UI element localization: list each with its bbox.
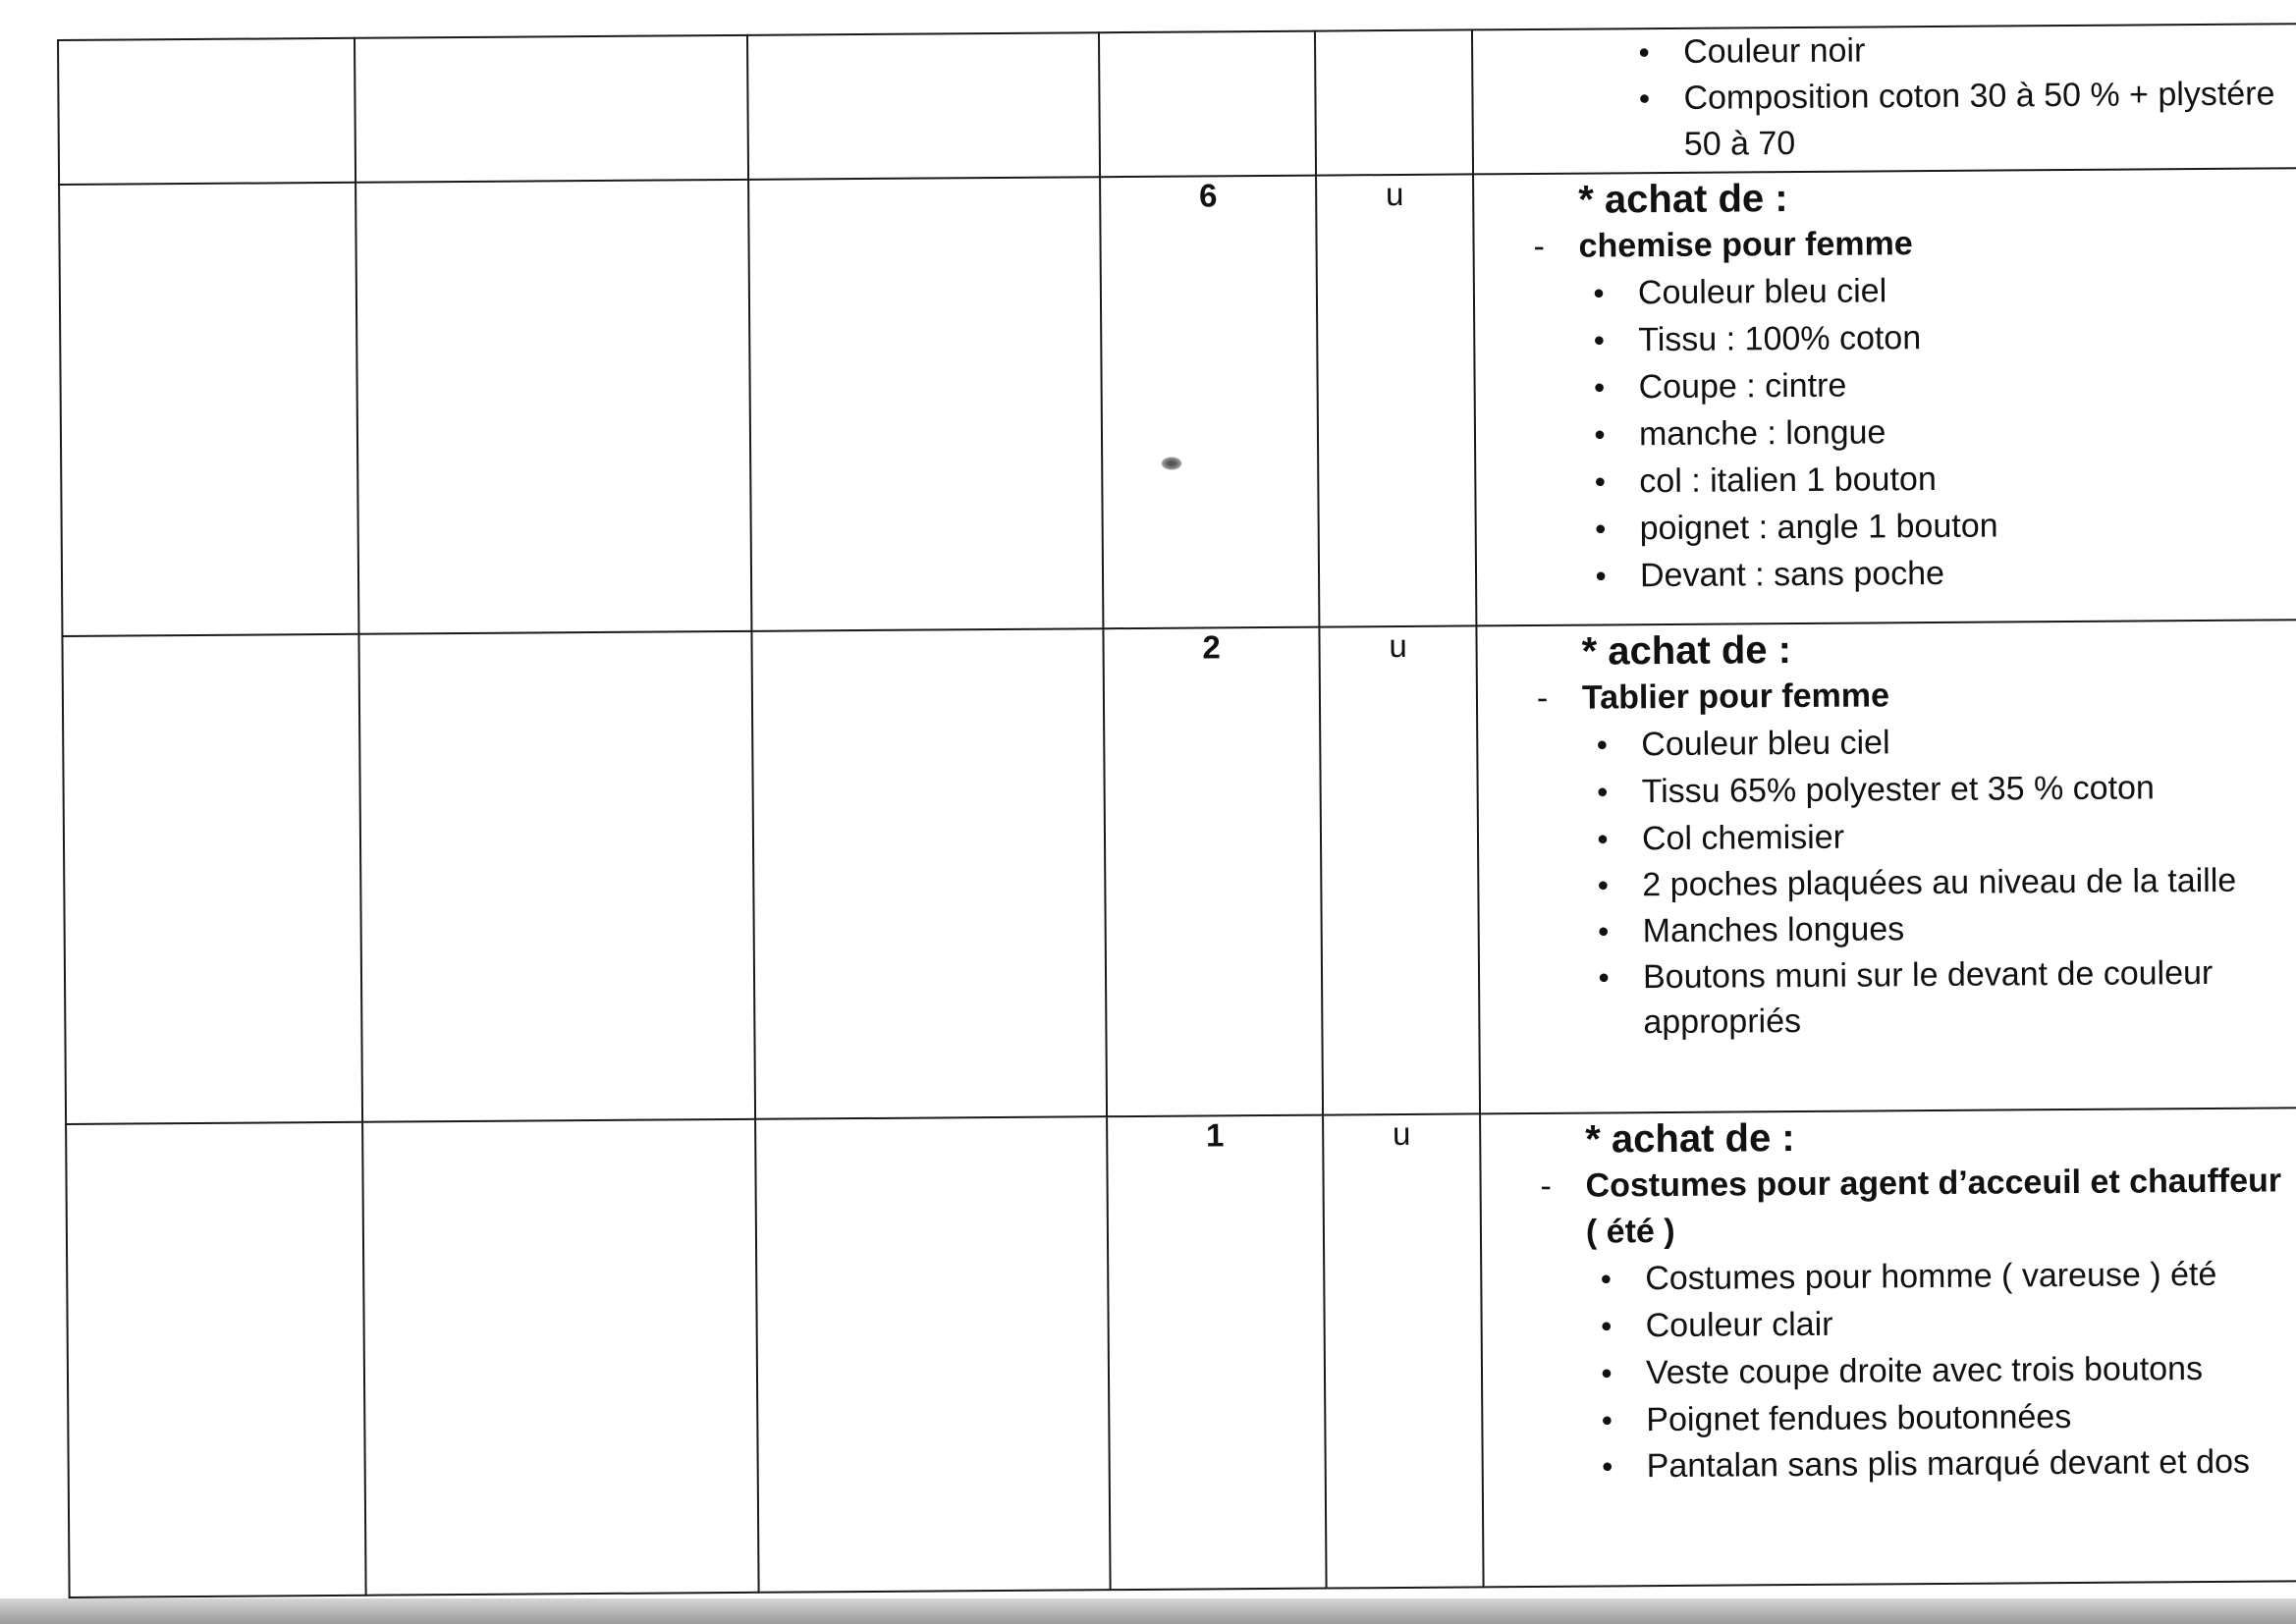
- feature-item: ● Costumes pour homme ( vareuse ) été: [1600, 1250, 2295, 1302]
- item-name: Costumes pour agent d’acceuil et chauffeur ( été ): [1585, 1162, 2282, 1251]
- empty-cell: [355, 35, 748, 183]
- specification-table: [57, 23, 2296, 1598]
- feature-item: ● Tissu : 100% coton: [1593, 311, 2288, 363]
- quantity-cell: 1: [1107, 1115, 1327, 1591]
- section-heading: * achat de :: [1581, 628, 1792, 674]
- feature-item: ● manche : longue: [1594, 406, 2289, 458]
- scanned-page: [57, 23, 2296, 1600]
- empty-cell: [358, 631, 755, 1122]
- item-name: chemise pour femme: [1578, 225, 1913, 265]
- empty-cell: [59, 183, 358, 636]
- scan-blemish: [1161, 457, 1182, 470]
- table-row: [58, 24, 2296, 185]
- scanner-edge: [0, 1598, 2296, 1624]
- unit-cell: u: [1319, 625, 1480, 1114]
- item-title: [1537, 670, 2291, 722]
- empty-cell: [66, 1122, 366, 1597]
- feature-item: ● Couleur bleu ciel: [1593, 264, 2288, 316]
- feature-list: [1534, 264, 2290, 600]
- feature-item: ● Couleur bleu ciel: [1596, 716, 2291, 768]
- dash-marker: -: [1533, 227, 1546, 265]
- dash-marker: -: [1536, 678, 1549, 717]
- feature-item: ● Boutons muni sur le devant de couleur appropriés: [1598, 949, 2294, 1045]
- feature-item: ● Veste coupe droite avec trois boutons: [1601, 1344, 2296, 1396]
- unit-cell: u: [1323, 1113, 1484, 1588]
- empty-cell: [355, 180, 751, 634]
- description-cell: [1476, 620, 2296, 1113]
- feature-item: ● poignet : angle 1 bouton: [1595, 500, 2290, 552]
- feature-list: [1541, 1250, 2296, 1489]
- empty-cell: [747, 32, 1100, 180]
- empty-cell: [751, 628, 1107, 1119]
- unit-cell: u: [1316, 174, 1476, 626]
- dash-marker: -: [1540, 1166, 1553, 1205]
- feature-item: ● Couleur clair: [1600, 1297, 2295, 1349]
- description-cell: [1472, 24, 2296, 174]
- description-cell: [1473, 168, 2296, 625]
- feature-item: ● Composition coton 30 à 50 % + plystére 50 à 70: [1638, 71, 2287, 168]
- feature-item: ● Tissu 65% polyester et 35 % coton: [1596, 763, 2291, 815]
- feature-item: ● Col chemisier: [1597, 810, 2292, 862]
- feature-item: ● Poignet fendues boutonnées: [1601, 1391, 2296, 1443]
- empty-cell: [62, 634, 362, 1124]
- empty-cell: [748, 177, 1103, 631]
- empty-cell: [755, 1116, 1111, 1593]
- quantity-cell: 2: [1103, 627, 1323, 1117]
- feature-list: [1537, 716, 2293, 1046]
- empty-cell: [362, 1119, 759, 1596]
- feature-item: ● Manches longues: [1598, 902, 2293, 954]
- item-title: [1540, 1158, 2295, 1256]
- feature-item: ● Couleur noir: [1638, 25, 2286, 76]
- quantity-cell: 6: [1100, 176, 1319, 629]
- unit-cell: [1315, 29, 1473, 175]
- feature-item: ● Devant : sans poche: [1595, 547, 2290, 599]
- feature-item: ● Pantalan sans plis marqué devant et dos: [1602, 1438, 2296, 1489]
- table-row: [66, 1108, 2296, 1597]
- section-heading: * achat de :: [1578, 177, 1788, 222]
- section-heading: * achat de :: [1585, 1116, 1795, 1162]
- feature-list: [1532, 25, 2287, 169]
- table-row: [62, 620, 2296, 1124]
- table-row: [59, 168, 2296, 636]
- item-title: [1533, 218, 2287, 270]
- empty-cell: [58, 38, 355, 185]
- item-name: Tablier pour femme: [1581, 677, 1890, 717]
- feature-item: ● Coupe : cintre: [1593, 358, 2288, 410]
- quantity-cell: [1099, 31, 1316, 178]
- feature-item: ● col : italien 1 bouton: [1594, 453, 2289, 505]
- description-cell: [1480, 1108, 2296, 1587]
- feature-item: ● 2 poches plaquées au niveau de la taille: [1597, 857, 2292, 907]
